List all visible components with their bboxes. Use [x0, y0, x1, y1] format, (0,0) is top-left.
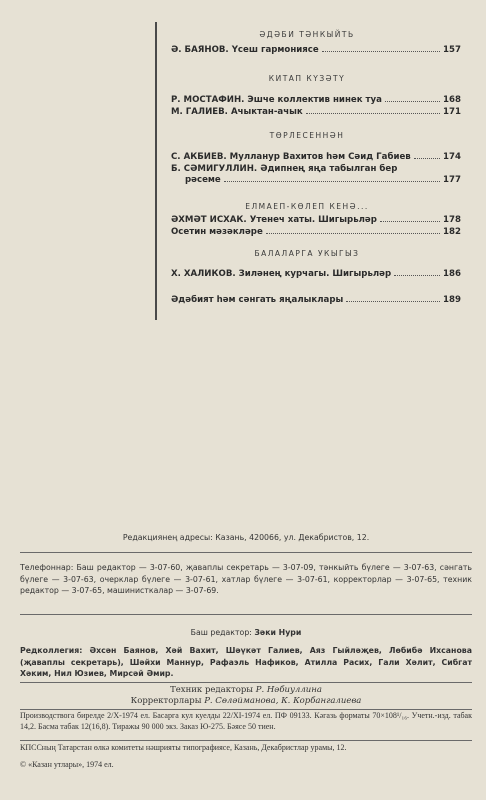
entry-page: 168: [443, 95, 461, 105]
section-heading: КИТАП КҮЗӘТҮ: [268, 74, 346, 83]
toc-entry[interactable]: [171, 164, 461, 186]
entry-author: С. АКБИЕВ.: [171, 152, 227, 162]
entry-title: Эшче коллектив нинек туа: [247, 95, 382, 105]
divider: [20, 552, 472, 553]
entry-title: Зиләнең курчагы. Шигырьләр: [238, 269, 392, 279]
entry-page: 182: [443, 227, 461, 237]
toc-entry[interactable]: [171, 45, 461, 56]
printer-info: КПССның Татарстан өлкә комитеты нәшрияты типографиясе, Казань, Декабристлар урамы, 12.: [20, 743, 347, 752]
toc-entry[interactable]: [171, 215, 461, 226]
tech-editor: [20, 685, 472, 696]
entry-author: ӘХМӘТ ИСХАК.: [171, 215, 247, 225]
section-heading: БАЛАЛАРГА УКЫГЫЗ: [254, 249, 360, 258]
editorial-board: Редколлегия: Әхсән Баянов, Хәй Вахит, Шәүкәт Галиев, Аяз Гыйләҗев, Лөбибә Ихсанова (җаваплы секретарь), Шәйхи Маннур, Рафаэль Нафиков, Атилла Расих, Гали Хәлит, Сибгат Хәким, Нил Юзиев, Мирсәй Әмир.: [20, 646, 472, 678]
entry-title: Әдипнең яңа табылган бер: [260, 164, 398, 174]
entry-title-cont: рәсеме: [185, 175, 221, 185]
tech-editor-label: Техник редакторы: [170, 685, 254, 695]
section-heading: ӘДӘБИ ТӘНКЫЙТЬ: [259, 30, 355, 39]
print-details: Производствога бирелде 2/X-1974 ел. Басарга кул куелды 22/XI-1974 ел. ПФ 09133. Кәгазь форматы 70×108¹/₁₆. Учетн.-изд. табак 14,2. Басма табак 12(16,8). Тиражы 90 000 экз. Заказ Ю-275. Бәясе 50 тиен.: [20, 711, 472, 731]
toc-entry[interactable]: [171, 269, 461, 280]
entry-title: Мулланур Вахитов һәм Сәид Габиев: [229, 152, 411, 162]
entry-page: 157: [443, 45, 461, 55]
correctors-names: Р. Сөләйманова, К. Корбангалиева: [204, 696, 362, 706]
toc-entry[interactable]: [171, 152, 461, 163]
copyright: © «Казан утлары», 1974 ел.: [20, 760, 114, 769]
chief-editor-name: Зәки Нури: [254, 628, 302, 637]
entry-page: 174: [443, 152, 461, 162]
entry-author: Б. СӘМИГУЛЛИН.: [171, 164, 258, 174]
divider: [20, 740, 472, 741]
table-of-contents: [155, 22, 461, 320]
entry-title: Осетин мәзәкләре: [171, 227, 263, 237]
correctors: [20, 696, 472, 707]
phone-list: Телефоннар: Баш редактор — 3-07-60, җаваплы секретарь — 3-07-09, тәнкыйть бүлеге — 3-07-63, сәнгать бүлеге — 3-07-63, очерклар бүлеге — 3-07-61, хатлар бүлеге — 3-07-61, корректорлар — 3-07-65, техник редактор — 3-07-65, машинисткалар — 3-07-69.: [20, 563, 472, 595]
entry-author: М. ГАЛИЕВ.: [171, 107, 228, 117]
tech-editor-name: Р. Нәбиуллина: [255, 685, 322, 695]
entry-page: 171: [443, 107, 461, 117]
editorial-address: Редакциянең адресы: Казань, 420066, ул. Декабристов, 12.: [122, 533, 370, 542]
divider: [20, 614, 472, 615]
section-heading: ТӨРЛЕСЕННӘН: [269, 131, 345, 140]
entry-title: Әдәбият һәм сәнгать яңалыклары: [171, 295, 344, 305]
entry-title: Үсеш гармониясе: [231, 45, 319, 55]
entry-title: Утенеч хаты. Шигырьләр: [249, 215, 377, 225]
toc-entry[interactable]: [171, 227, 461, 238]
divider: [20, 709, 472, 710]
chief-editor: [20, 627, 472, 639]
entry-author: Р. МОСТАФИН.: [171, 95, 245, 105]
toc-entry[interactable]: [171, 295, 461, 306]
toc-entry[interactable]: [171, 107, 461, 118]
entry-page: 177: [443, 175, 461, 185]
divider: [20, 682, 472, 683]
chief-editor-label: Баш редактор:: [190, 628, 252, 637]
entry-title: Ачыктан-ачык: [230, 107, 303, 117]
entry-page: 189: [443, 295, 461, 305]
correctors-label: Корректорлары: [130, 696, 202, 706]
entry-page: 178: [443, 215, 461, 225]
entry-page: 186: [443, 269, 461, 279]
entry-author: Ә. БАЯНОВ.: [171, 45, 229, 55]
entry-author: Х. ХАЛИКОВ.: [171, 269, 236, 279]
toc-entry[interactable]: [171, 95, 461, 106]
section-heading: ЕЛМАЕП-КӨЛЕП КЕНӘ...: [245, 202, 369, 211]
